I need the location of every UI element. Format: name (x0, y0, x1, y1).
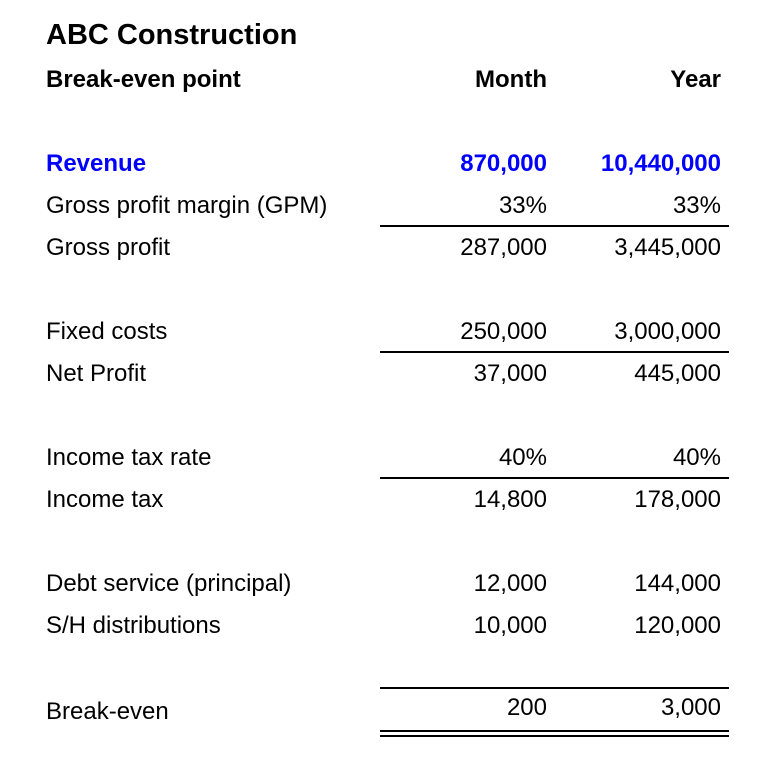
company-title: ABC Construction (46, 19, 298, 51)
revenue-month-value: 870,000 (460, 150, 547, 177)
fixed-costs-month-value: 250,000 (460, 318, 547, 345)
net-profit-year-value: 445,000 (634, 360, 721, 387)
row-income-tax-rate (0, 442, 770, 474)
debt-service-month-value: 12,000 (473, 570, 547, 597)
revenue-label: Revenue (46, 150, 147, 177)
gpm-month-value: 33% (498, 192, 547, 219)
revenue-year-value: 10,440,000 (600, 150, 721, 177)
tax-rate-month-value: 40% (498, 444, 547, 471)
row-net-profit (0, 358, 770, 390)
total-double-rule-upper (380, 730, 729, 732)
break-even-label: Break-even (46, 698, 169, 725)
income-tax-year-value: 178,000 (634, 486, 721, 513)
income-tax-month-value: 14,800 (473, 486, 547, 513)
gross-profit-label: Gross profit (46, 234, 171, 261)
gpm-year-value: 33% (672, 192, 721, 219)
distributions-year-value: 120,000 (634, 612, 721, 639)
gpm-label: Gross profit margin (GPM) (46, 192, 328, 219)
row-break-even (0, 692, 770, 724)
row-gross-profit (0, 232, 770, 264)
subtotal-rule (380, 477, 729, 479)
fixed-costs-year-value: 3,000,000 (614, 318, 721, 345)
net-profit-label: Net Profit (46, 360, 147, 387)
break-even-year-value: 3,000 (660, 694, 721, 721)
column-header-month: Month (475, 66, 547, 93)
debt-service-year-value: 144,000 (634, 570, 721, 597)
row-income-tax (0, 484, 770, 516)
row-fixed-costs (0, 316, 770, 348)
row-gross-profit-margin (0, 190, 770, 222)
row-debt-service (0, 568, 770, 600)
subtotal-rule (380, 225, 729, 227)
total-rule-top (380, 687, 729, 689)
report-title: Break-even point (46, 66, 241, 93)
fixed-costs-label: Fixed costs (46, 318, 168, 345)
total-double-rule-lower (380, 735, 729, 737)
subtotal-rule (380, 351, 729, 353)
column-header-year: Year (670, 66, 721, 93)
tax-rate-year-value: 40% (672, 444, 721, 471)
gross-profit-month-value: 287,000 (460, 234, 547, 261)
break-even-month-value: 200 (506, 694, 547, 721)
distributions-label: S/H distributions (46, 612, 221, 639)
distributions-month-value: 10,000 (473, 612, 547, 639)
net-profit-month-value: 37,000 (473, 360, 547, 387)
income-tax-label: Income tax (46, 486, 164, 513)
row-revenue (0, 148, 770, 180)
tax-rate-label: Income tax rate (46, 444, 212, 471)
row-sh-distributions (0, 610, 770, 642)
gross-profit-year-value: 3,445,000 (614, 234, 721, 261)
debt-service-label: Debt service (principal) (46, 570, 292, 597)
